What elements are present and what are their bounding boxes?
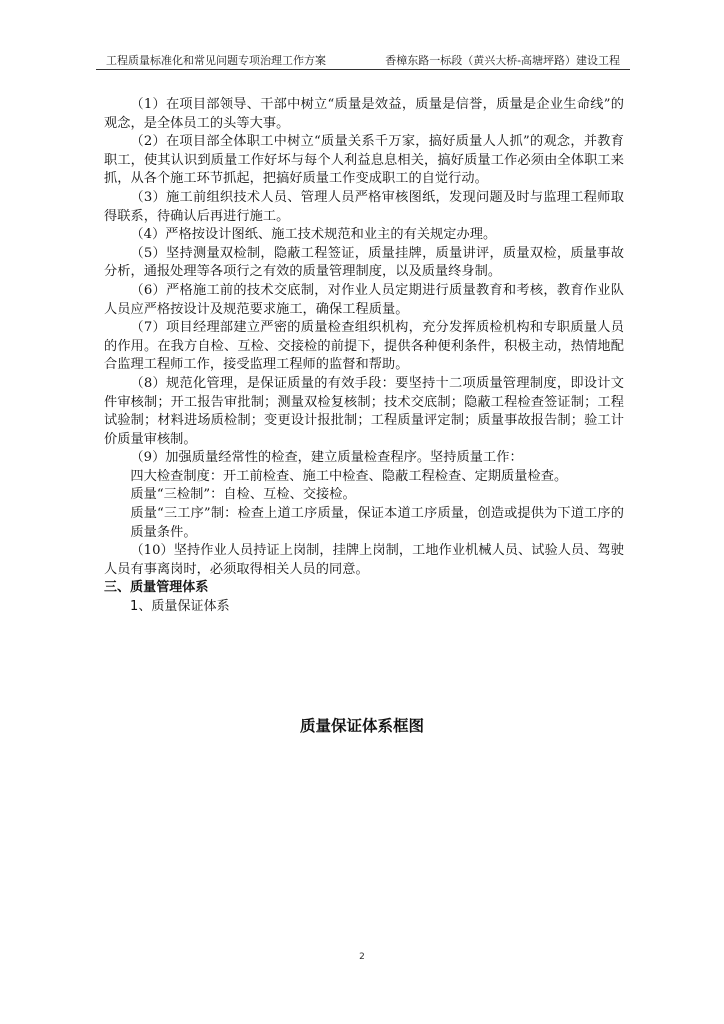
- paragraph-5: （5）坚持测量双检制，隐蔽工程签证，质量挂牌，质量讲评，质量双检，质量事故分析，通报处理等各项行之有效的质量管理制度，以及质量终身制。: [104, 245, 624, 280]
- paragraph-2: （2）在项目部全体职工中树立“质量关系千万家，搞好质量人人抓”的观念，并教育职工，使其认识到质量工作好坏与每个人利益息息相关，搞好质量工作必须由全体职工来抓，从各个施工环节抓起，把搞好质量工作变成职工的自觉行动。: [104, 134, 624, 187]
- paragraph-1: （1）在项目部领导、干部中树立“质量是效益，质量是信誉，质量是企业生命线”的观念，是全体员工的头等大事。: [104, 97, 624, 131]
- paragraph-9: （9）加强质量经常性的检查，建立质量检查程序。坚持质量工作：: [130, 450, 523, 466]
- paragraph-three-processes: 质量“三工序”制：检查上道工序质量，保证本道工序质量，创造或提供为下道工序的质量条件。: [130, 506, 624, 540]
- paragraph-three-checks: 质量“三检制”：自检、互检、交接检。: [130, 487, 356, 503]
- paragraph-6: （6）严格施工前的技术交底制，对作业人员定期进行质量教育和考核，教育作业队人员应严格按设计及规范要求施工，确保工程质量。: [104, 282, 624, 317]
- header-divider: [96, 69, 630, 70]
- paragraph-8: （8）规范化管理，是保证质量的有效手段：要坚持十二项质量管理制度，即设计文件审核制；开工报告审批制；测量双检复核制；技术交底制；隐蔽工程检查签证制；工程试验制；材料进场质检制；变更设计报批制；工程质量评定制；质量事故报告制；验工计价质量审核制。: [104, 375, 624, 447]
- figure-title: 质量保证体系框图: [299, 717, 424, 735]
- header-document-title: 工程质量标准化和常见问题专项治理工作方案: [106, 54, 326, 67]
- section-heading: 三、质量管理体系: [104, 580, 209, 596]
- paragraph-4: （4）严格按设计图纸、施工技术规范和业主的有关规定办理。: [130, 227, 497, 243]
- sub-heading: 1、质量保证体系: [130, 599, 230, 615]
- header-project-name: 香樟东路一标段（黄兴大桥-高塘坪路）建设工程: [385, 54, 620, 67]
- document-body: [104, 96, 624, 617]
- paragraph-7: （7）项目经理部建立严密的质量检查组织机构，充分发挥质检机构和专职质量人员的作用。在我方自检、互检、交接检的前提下，提供各种便利条件，积极主动，热情地配合监理工程师工作，接受监理工程师的监督和帮助。: [104, 320, 624, 373]
- page-header: [96, 54, 630, 68]
- paragraph-3: （3）施工前组织技术人员、管理人员严格审核图纸，发现问题及时与监理工程师取得联系，待确认后再进行施工。: [104, 189, 624, 224]
- paragraph-10: （10）坚持作业人员持证上岗制，挂牌上岗制，工地作业机械人员、试验人员、驾驶人员有事离岗时，必须取得相关人员的同意。: [104, 543, 624, 577]
- paragraph-four-inspections: 四大检查制度：开工前检查、施工中检查、隐蔽工程检查、定期质量检查。: [130, 468, 568, 484]
- page-number: 2: [359, 952, 365, 962]
